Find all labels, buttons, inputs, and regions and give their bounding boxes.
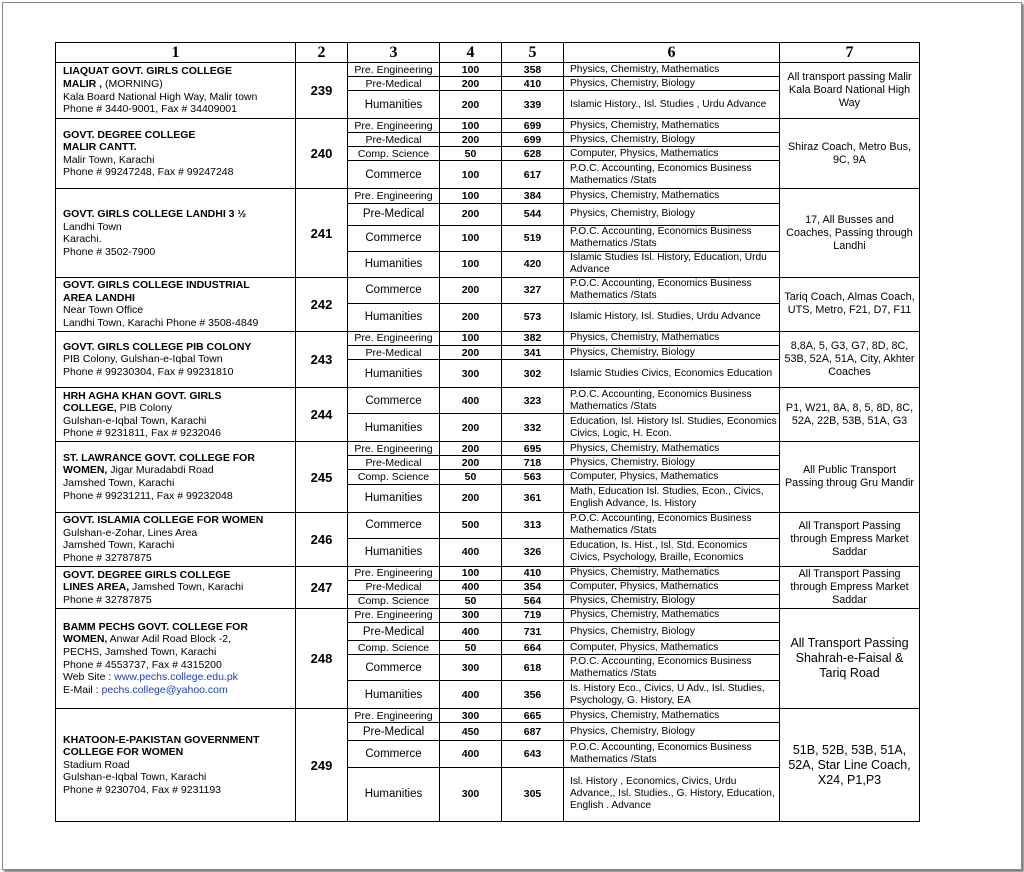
group-cell: Pre. Engineering [348, 63, 440, 77]
college-name-text: MALIR CANTT. [63, 141, 137, 154]
transport-cell: 8,8A, 5, G3, G7, 8D, 8C, 53B, 52A, 51A, City, Akhter Coaches [780, 331, 920, 387]
college-info-cell [56, 189, 296, 277]
merit-cell: 665 [502, 709, 564, 723]
college-detail-text: PECHS, Jamshed Town, Karachi [63, 646, 217, 659]
college-info-line [63, 65, 293, 78]
seats-cell: 50 [440, 641, 502, 655]
college-info-cell [56, 709, 296, 822]
seats-cell: 400 [440, 623, 502, 641]
college-info-line [63, 659, 293, 672]
seats-cell: 100 [440, 119, 502, 133]
seats-cell: 100 [440, 189, 502, 203]
college-info-cell [56, 331, 296, 387]
college-info-line [63, 539, 293, 552]
seats-cell: 200 [440, 484, 502, 512]
college-info-line [63, 527, 293, 540]
seats-cell: 200 [440, 346, 502, 360]
merit-cell: 718 [502, 456, 564, 470]
group-cell: Commerce [348, 225, 440, 251]
merit-cell: 664 [502, 641, 564, 655]
group-cell: Commerce [348, 277, 440, 303]
college-info-line [63, 477, 293, 490]
college-info-line [63, 734, 293, 747]
table-row [56, 189, 920, 203]
subjects-cell: Physics, Chemistry, Mathematics [564, 331, 780, 345]
college-info-line [63, 759, 293, 772]
college-detail-text: Jamshed Town, Karachi [129, 581, 244, 594]
merit-cell: 687 [502, 723, 564, 741]
college-detail-text: Jigar Muradabdi Road [107, 464, 214, 477]
college-detail-text: Phone # 99230304, Fax # 99231810 [63, 365, 234, 378]
college-info-line [63, 746, 293, 759]
college-info-cell [56, 566, 296, 608]
seats-cell: 100 [440, 63, 502, 77]
college-detail-text: Near Town Office [63, 304, 144, 317]
merit-cell: 563 [502, 470, 564, 484]
college-info-line [63, 366, 293, 379]
college-detail-text: Phone # 4553737, Fax # 4315200 [63, 658, 222, 671]
subjects-cell: Physics, Chemistry, Biology [564, 723, 780, 741]
college-info-line [63, 646, 293, 659]
subjects-cell: Physics, Chemistry, Mathematics [564, 608, 780, 622]
college-info-line [63, 233, 293, 246]
college-name-text: GOVT. ISLAMIA COLLEGE FOR WOMEN [63, 514, 264, 527]
table-row [56, 566, 920, 580]
college-detail-text: Kala Board National High Way, Malir town [63, 90, 258, 103]
college-code-cell: 249 [296, 709, 348, 822]
group-cell: Commerce [348, 512, 440, 538]
college-detail-text: Malir Town, Karachi [63, 153, 155, 166]
table-row [56, 388, 920, 414]
subjects-cell: Physics, Chemistry, Mathematics [564, 63, 780, 77]
group-cell: Humanities [348, 303, 440, 331]
college-name-text: GOVT. GIRLS COLLEGE INDUSTRIAL [63, 279, 250, 292]
seats-cell: 450 [440, 723, 502, 741]
college-detail-text: Web Site : [63, 671, 115, 684]
merit-cell: 327 [502, 277, 564, 303]
college-name-text: HRH AGHA KHAN GOVT. GIRLS [63, 389, 222, 402]
transport-cell: All Transport Passing Shahrah-e-Faisal & Tariq Road [780, 608, 920, 708]
subjects-cell: Physics, Chemistry, Biology [564, 346, 780, 360]
merit-cell: 326 [502, 538, 564, 566]
subjects-cell: P.O.C. Accounting, Economics Business Mathematics /Stats [564, 741, 780, 767]
table-row [56, 442, 920, 456]
merit-cell: 410 [502, 77, 564, 91]
transport-cell: All Public Transport Passing throug Gru Mandir [780, 442, 920, 512]
college-detail-text: E-Mail : [63, 683, 102, 696]
subjects-cell: Islamic Studies Civics, Economics Education [564, 360, 780, 388]
merit-cell: 617 [502, 161, 564, 189]
college-info-line [63, 78, 293, 91]
college-info-line [63, 671, 293, 684]
college-detail-text: Phone # 9230704, Fax # 9231193 [63, 784, 222, 797]
group-cell: Pre-Medical [348, 623, 440, 641]
college-name-text: ST. LAWRANCE GOVT. COLLEGE FOR [63, 451, 255, 464]
college-name-text: WOMEN, [63, 464, 108, 477]
group-cell: Pre-Medical [348, 77, 440, 91]
college-info-cell [56, 512, 296, 566]
seats-cell: 100 [440, 225, 502, 251]
college-name-text: KHATOON-E-PAKISTAN GOVERNMENT [63, 733, 260, 746]
college-code-cell: 242 [296, 277, 348, 331]
college-name-text: LIAQUAT GOVT. GIRLS COLLEGE [63, 65, 232, 78]
group-cell: Pre-Medical [348, 203, 440, 225]
college-detail-text: Karachi. [63, 233, 102, 246]
subjects-cell: Is. History Eco., Civics, U Adv., Isl. Studies, Psychology, G. History, EA [564, 681, 780, 709]
college-detail-text: PIB Colony [116, 402, 173, 415]
subjects-cell: P.O.C. Accounting, Economics Business Mathematics /Stats [564, 655, 780, 681]
college-info-line [63, 246, 293, 259]
college-info-line [63, 427, 293, 440]
transport-cell: Shiraz Coach, Metro Bus, 9C, 9A [780, 119, 920, 189]
college-code-cell: 239 [296, 63, 348, 119]
college-info-line [63, 154, 293, 167]
group-cell: Pre. Engineering [348, 566, 440, 580]
transport-cell: All transport passing Malir Kala Board National High Way [780, 63, 920, 119]
seats-cell: 50 [440, 470, 502, 484]
college-info-cell [56, 63, 296, 119]
college-detail-text: Gulshan-e-Iqbal Town, Karachi [63, 771, 207, 784]
college-info-line [63, 452, 293, 465]
group-cell: Pre. Engineering [348, 709, 440, 723]
group-cell: Comp. Science [348, 594, 440, 608]
transport-cell: 51B, 52B, 53B, 51A, 52A, Star Line Coach, X24, P1,P3 [780, 709, 920, 822]
college-detail-text: Phone # 9231811, Fax # 9232046 [63, 427, 222, 440]
header-col-7: 7 [780, 43, 920, 63]
subjects-cell: Physics, Chemistry, Biology [564, 133, 780, 147]
merit-cell: 361 [502, 484, 564, 512]
college-info-line [63, 552, 293, 565]
college-name-text: GOVT. DEGREE GIRLS COLLEGE [63, 568, 231, 581]
seats-cell: 400 [440, 388, 502, 414]
subjects-cell: P.O.C. Accounting, Economics Business Mathematics /Stats [564, 277, 780, 303]
group-cell: Comp. Science [348, 470, 440, 484]
seats-cell: 200 [440, 303, 502, 331]
merit-cell: 410 [502, 566, 564, 580]
college-info-line [63, 621, 293, 634]
seats-cell: 50 [440, 594, 502, 608]
college-info-line [63, 166, 293, 179]
subjects-cell: Computer, Physics, Mathematics [564, 580, 780, 594]
group-cell: Humanities [348, 360, 440, 388]
subjects-cell: Education, Is. Hist., Isl. Std. Economics Civics, Psychology, Braille, Economics [564, 538, 780, 566]
subjects-cell: Computer, Physics, Mathematics [564, 641, 780, 655]
merit-cell: 332 [502, 414, 564, 442]
college-detail-text: PIB Colony, Gulshan-e-Iqbal Town [63, 353, 223, 366]
merit-cell: 302 [502, 360, 564, 388]
group-cell: Humanities [348, 251, 440, 277]
table-row [56, 709, 920, 723]
group-cell: Commerce [348, 741, 440, 767]
group-cell: Humanities [348, 91, 440, 119]
seats-cell: 50 [440, 147, 502, 161]
subjects-cell: Physics, Chemistry, Biology [564, 623, 780, 641]
merit-cell: 384 [502, 189, 564, 203]
college-link[interactable]: pechs.college@yahoo.com [101, 683, 228, 696]
header-col-1: 1 [56, 43, 296, 63]
merit-cell: 519 [502, 225, 564, 251]
college-detail-text: Phone # 3440-9001, Fax # 34409001 [63, 103, 237, 116]
college-detail-text: Phone # 99247248, Fax # 99247248 [63, 166, 234, 179]
college-info-line [63, 464, 293, 477]
transport-cell: Tariq Coach, Almas Coach, UTS, Metro, F21, D7, F11 [780, 277, 920, 331]
merit-cell: 719 [502, 608, 564, 622]
college-name-text: COLLEGE, [63, 402, 117, 415]
seats-cell: 200 [440, 442, 502, 456]
subjects-cell: P.O.C. Accounting, Economics Business Mathematics /Stats [564, 388, 780, 414]
subjects-cell: Physics, Chemistry, Mathematics [564, 442, 780, 456]
college-info-line [63, 129, 293, 142]
seats-cell: 200 [440, 456, 502, 470]
college-info-line [63, 208, 293, 221]
seats-cell: 100 [440, 251, 502, 277]
college-info-line [63, 581, 293, 594]
merit-cell: 354 [502, 580, 564, 594]
merit-cell: 323 [502, 388, 564, 414]
subjects-cell: Education, Isl. History Isl. Studies, Economics Civics, Logic, H. Econ. [564, 414, 780, 442]
college-name-text: BAMM PECHS GOVT. COLLEGE FOR [63, 620, 248, 633]
college-detail-text: Stadium Road [63, 758, 130, 771]
college-info-line [63, 784, 293, 797]
table-row [56, 277, 920, 303]
college-code-cell: 241 [296, 189, 348, 277]
merit-cell: 382 [502, 331, 564, 345]
subjects-cell: Islamic History., Isl. Studies , Urdu Advance [564, 91, 780, 119]
college-name-text: WOMEN, [63, 633, 108, 646]
table-row [56, 63, 920, 77]
college-info-line [63, 569, 293, 582]
seats-cell: 300 [440, 360, 502, 388]
college-info-line [63, 91, 293, 104]
merit-cell: 420 [502, 251, 564, 277]
subjects-cell: Isl. History , Economics, Civics, Urdu Advance,, Isl. Studies., G. History, Education, English . Advance [564, 767, 780, 821]
seats-cell: 400 [440, 538, 502, 566]
merit-cell: 313 [502, 512, 564, 538]
group-cell: Humanities [348, 538, 440, 566]
college-info-line [63, 292, 293, 305]
college-info-line [63, 633, 293, 646]
group-cell: Commerce [348, 388, 440, 414]
college-info-line [63, 221, 293, 234]
group-cell: Humanities [348, 484, 440, 512]
college-info-cell [56, 608, 296, 708]
subjects-cell: P.O.C. Accounting, Economics Business Mathematics /Stats [564, 512, 780, 538]
transport-cell: 17, All Busses and Coaches, Passing through Landhi [780, 189, 920, 277]
college-info-line [63, 341, 293, 354]
group-cell: Humanities [348, 767, 440, 821]
group-cell: Comp. Science [348, 641, 440, 655]
merit-cell: 699 [502, 119, 564, 133]
college-info-cell [56, 442, 296, 512]
college-detail-text: Landhi Town, Karachi Phone # 3508-4849 [63, 316, 259, 329]
subjects-cell: Physics, Chemistry, Biology [564, 203, 780, 225]
college-detail-text: Gulshan-e-Zohar, Lines Area [63, 526, 198, 539]
header-col-2: 2 [296, 43, 348, 63]
college-code-cell: 245 [296, 442, 348, 512]
college-code-cell: 243 [296, 331, 348, 387]
college-info-line [63, 594, 293, 607]
group-cell: Pre. Engineering [348, 189, 440, 203]
transport-cell: P1, W21, 8A, 8, 5, 8D, 8C, 52A, 22B, 53B, 51A, G3 [780, 388, 920, 442]
college-link[interactable]: www.pechs.college.edu.pk [114, 671, 238, 684]
college-name-text: GOVT. GIRLS COLLEGE PIB COLONY [63, 340, 252, 353]
college-code-cell: 244 [296, 388, 348, 442]
subjects-cell: Islamic Studies Isl. History, Education, Urdu Advance [564, 251, 780, 277]
seats-cell: 200 [440, 77, 502, 91]
seats-cell: 200 [440, 414, 502, 442]
subjects-cell: Physics, Chemistry, Mathematics [564, 709, 780, 723]
group-cell: Pre-Medical [348, 133, 440, 147]
group-cell: Pre-Medical [348, 723, 440, 741]
seats-cell: 200 [440, 91, 502, 119]
college-info-line [63, 684, 293, 697]
table-row [56, 608, 920, 622]
header-row [56, 43, 920, 63]
college-info-cell [56, 388, 296, 442]
subjects-cell: Islamic History, Isl. Studies, Urdu Advance [564, 303, 780, 331]
merit-cell: 731 [502, 623, 564, 641]
college-detail-text: Phone # 99231211, Fax # 99232048 [63, 489, 233, 502]
subjects-cell: Physics, Chemistry, Mathematics [564, 119, 780, 133]
seats-cell: 400 [440, 580, 502, 594]
merit-cell: 544 [502, 203, 564, 225]
merit-cell: 305 [502, 767, 564, 821]
seats-cell: 300 [440, 608, 502, 622]
seats-cell: 300 [440, 655, 502, 681]
seats-cell: 100 [440, 331, 502, 345]
college-admission-table [55, 42, 920, 822]
subjects-cell: Physics, Chemistry, Biology [564, 594, 780, 608]
group-cell: Humanities [348, 414, 440, 442]
transport-cell: All Transport Passing through Empress Market Saddar [780, 566, 920, 608]
college-detail-text: Phone # 32787875 [63, 593, 152, 606]
college-info-line [63, 490, 293, 503]
subjects-cell: Physics, Chemistry, Mathematics [564, 566, 780, 580]
college-info-line [63, 415, 293, 428]
table-row [56, 119, 920, 133]
college-info-line [63, 317, 293, 330]
college-info-line [63, 514, 293, 527]
transport-cell: All Transport Passing through Empress Market Saddar [780, 512, 920, 566]
merit-cell: 341 [502, 346, 564, 360]
college-detail-text: Phone # 32787875 [63, 551, 152, 564]
college-info-line [63, 771, 293, 784]
college-detail-text: Jamshed Town, Karachi [63, 539, 175, 552]
college-detail-text: Jamshed Town, Karachi [63, 477, 175, 489]
merit-cell: 573 [502, 303, 564, 331]
subjects-cell: Computer, Physics, Mathematics [564, 147, 780, 161]
seats-cell: 200 [440, 203, 502, 225]
college-info-line [63, 141, 293, 154]
college-code-cell: 248 [296, 608, 348, 708]
seats-cell: 500 [440, 512, 502, 538]
college-info-line [63, 353, 293, 366]
merit-cell: 358 [502, 63, 564, 77]
college-code-cell: 247 [296, 566, 348, 608]
subjects-cell: P.O.C. Accounting, Economics Business Mathematics /Stats [564, 225, 780, 251]
group-cell: Pre. Engineering [348, 608, 440, 622]
subjects-cell: Physics, Chemistry, Biology [564, 77, 780, 91]
group-cell: Pre-Medical [348, 456, 440, 470]
college-code-cell: 240 [296, 119, 348, 189]
seats-cell: 200 [440, 133, 502, 147]
merit-cell: 628 [502, 147, 564, 161]
subjects-cell: Math, Education Isl. Studies, Econ., Civics, English Advance, Is. History [564, 484, 780, 512]
college-code-cell: 246 [296, 512, 348, 566]
seats-cell: 400 [440, 741, 502, 767]
group-cell: Pre. Engineering [348, 119, 440, 133]
merit-cell: 695 [502, 442, 564, 456]
college-name-text: GOVT. GIRLS COLLEGE LANDHI 3 ½ [63, 207, 247, 220]
college-info-line [63, 304, 293, 317]
college-detail-text: Phone # 3502-7900 [63, 245, 156, 258]
merit-cell: 564 [502, 594, 564, 608]
merit-cell: 699 [502, 133, 564, 147]
header-col-4: 4 [440, 43, 502, 63]
table-row [56, 512, 920, 538]
group-cell: Pre. Engineering [348, 442, 440, 456]
college-info-line [63, 103, 293, 116]
header-col-3: 3 [348, 43, 440, 63]
seats-cell: 400 [440, 681, 502, 709]
college-name-text: LINES AREA, [63, 581, 130, 594]
college-info-line [63, 402, 293, 415]
header-col-6: 6 [564, 43, 780, 63]
seats-cell: 300 [440, 767, 502, 821]
group-cell: Pre-Medical [348, 346, 440, 360]
college-detail-text: Landhi Town [63, 220, 122, 233]
college-info-cell [56, 119, 296, 189]
subjects-cell: Physics, Chemistry, Mathematics [564, 189, 780, 203]
group-cell: Humanities [348, 681, 440, 709]
group-cell: Pre-Medical [348, 580, 440, 594]
college-info-line [63, 279, 293, 292]
group-cell: Commerce [348, 655, 440, 681]
merit-cell: 339 [502, 91, 564, 119]
group-cell: Pre. Engineering [348, 331, 440, 345]
header-col-5: 5 [502, 43, 564, 63]
college-detail-text: Anwar Adil Road Block -2, [107, 633, 232, 646]
table-row [56, 331, 920, 345]
subjects-cell: Physics, Chemistry, Biology [564, 456, 780, 470]
group-cell: Commerce [348, 161, 440, 189]
college-detail-text: Gulshan-e-Iqbal Town, Karachi [63, 414, 207, 427]
college-name-text: COLLEGE FOR WOMEN [63, 746, 184, 759]
college-info-line [63, 390, 293, 403]
seats-cell: 300 [440, 709, 502, 723]
merit-cell: 356 [502, 681, 564, 709]
subjects-cell: P.O.C. Accounting, Economics Business Mathematics /Stats [564, 161, 780, 189]
college-detail-text: (MORNING) [102, 78, 163, 90]
subjects-cell: Computer, Physics, Mathematics [564, 470, 780, 484]
college-name-text: GOVT. DEGREE COLLEGE [63, 128, 196, 141]
group-cell: Comp. Science [348, 147, 440, 161]
college-info-cell [56, 277, 296, 331]
merit-cell: 643 [502, 741, 564, 767]
seats-cell: 100 [440, 161, 502, 189]
college-name-text: AREA LANDHI [63, 291, 135, 304]
college-name-text: MALIR , [63, 78, 103, 90]
merit-cell: 618 [502, 655, 564, 681]
seats-cell: 200 [440, 277, 502, 303]
seats-cell: 100 [440, 566, 502, 580]
